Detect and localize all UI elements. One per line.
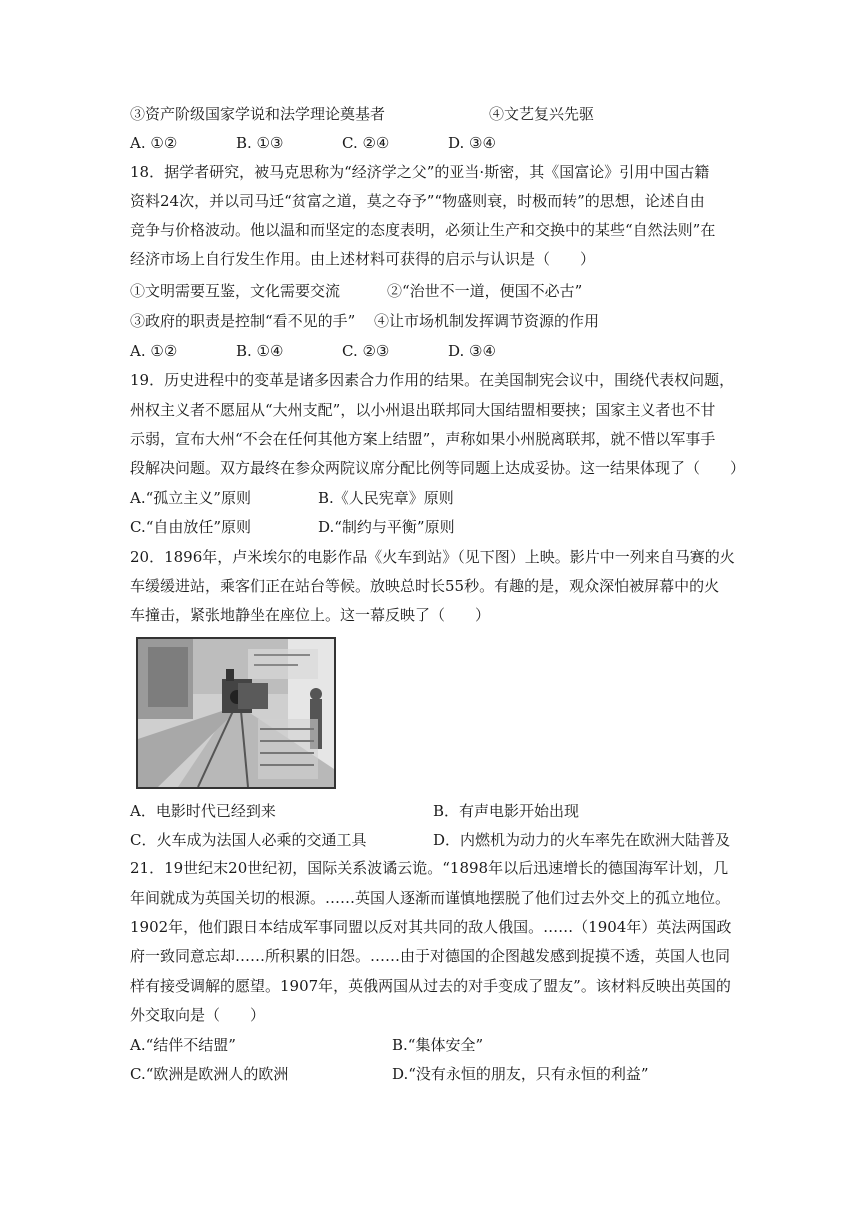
q21-option-c[interactable]: C.“欧洲是欧洲人的欧洲 bbox=[130, 1065, 289, 1083]
q17-item-3: ③资产阶级国家学说和法学理论奠基者 bbox=[130, 105, 386, 123]
q18-stem-line: 经济市场上自行发生作用。由上述材料可获得的启示与认识是（ ） bbox=[130, 250, 596, 268]
q21-stem-line: 样有接受调解的愿望。1907年，英俄两国从过去的对手变成了盟友”。该材料反映出英国的 bbox=[130, 977, 731, 995]
q20-option-a[interactable]: A．电影时代已经到来 bbox=[130, 802, 276, 820]
q19-stem-line: 19．历史进程中的变革是诸多因素合力作用的结果。在美国制宪会议中，围绕代表权问题， bbox=[130, 371, 735, 389]
q18-stem-line: 竞争与价格波动。他以温和而坚定的态度表明，必须让生产和交换中的某些“自然法则”在 bbox=[130, 221, 716, 239]
q20-option-d[interactable]: D．内燃机为动力的火车率先在欧洲大陆普及 bbox=[433, 831, 731, 849]
q20-stem-line: 20．1896年，卢米埃尔的电影作品《火车到站》（见下图）上映。影片中一列来自马赛的火 bbox=[130, 548, 735, 566]
q20-stem-line: 车撞击，紧张地静坐在座位上。这一幕反映了（ ） bbox=[130, 606, 491, 624]
q19-option-a[interactable]: A.“孤立主义”原则 bbox=[130, 489, 251, 507]
q18-option-b[interactable]: B. ①④ bbox=[236, 342, 284, 360]
q17-option-d[interactable]: D. ③④ bbox=[448, 134, 496, 152]
q21-option-a[interactable]: A.“结伴不结盟” bbox=[130, 1036, 236, 1054]
q21-option-d[interactable]: D.“没有永恒的朋友，只有永恒的利益” bbox=[392, 1065, 649, 1083]
q18-option-a[interactable]: A. ①② bbox=[130, 342, 178, 360]
q20-option-b[interactable]: B．有声电影开始出现 bbox=[433, 802, 580, 820]
q19-option-c[interactable]: C.“自由放任”原则 bbox=[130, 518, 252, 536]
q17-option-b[interactable]: B. ①③ bbox=[236, 134, 284, 152]
q21-stem-line: 1902年，他们跟日本结成军事同盟以反对其共同的敌人俄国。……（1904年）英法两国政 bbox=[130, 918, 732, 936]
q21-stem-line: 年间就成为英国关切的根源。……英国人逐渐而谨慎地摆脱了他们过去外交上的孤立地位。 bbox=[130, 889, 731, 907]
q19-stem-line: 示弱，宣布大州“不会在任何其他方案上结盟”，声称如果小州脱离联邦，就不惜以军事手 bbox=[130, 430, 716, 448]
q18-option-c[interactable]: C. ②③ bbox=[342, 342, 390, 360]
q17-item-4: ④文艺复兴先驱 bbox=[489, 105, 595, 123]
q18-item-4: ④让市场机制发挥调节资源的作用 bbox=[374, 312, 600, 330]
q21-stem-line: 外交取向是（ ） bbox=[130, 1006, 266, 1024]
q21-stem-line: 21．19世纪末20世纪初，国际关系波谲云诡。“1898年以后迅速增长的德国海军计划，几 bbox=[130, 859, 729, 877]
q19-stem-line: 州权主义者不愿屈从“大州支配”，以小州退出联邦同大国结盟相要挟；国家主义者也不甘 bbox=[130, 401, 716, 419]
q20-stem-line: 车缓缓进站，乘客们正在站台等候。放映总时长55秒。有趣的是，观众深怕被屏幕中的火 bbox=[130, 577, 720, 595]
q18-item-1: ①文明需要互鉴，文化需要交流 bbox=[130, 282, 341, 300]
q21-option-b[interactable]: B.“集体安全” bbox=[392, 1036, 484, 1054]
q18-stem-line: 资料24次，并以司马迁“贫富之道，莫之夺予”“物盛则衰，时极而转”的思想，论述自由 bbox=[130, 192, 705, 210]
q21-stem-line: 府一致同意忘却……所积累的旧怨。……由于对德国的企图越发感到捉摸不透，英国人也同 bbox=[130, 947, 731, 965]
train-arrival-photo bbox=[136, 637, 336, 789]
q19-option-b[interactable]: B.《人民宪章》原则 bbox=[318, 489, 454, 507]
q17-option-c[interactable]: C. ②④ bbox=[342, 134, 390, 152]
q20-option-c[interactable]: C．火车成为法国人必乘的交通工具 bbox=[130, 831, 367, 849]
q18-stem-line: 18．据学者研究，被马克思称为“经济学之父”的亚当·斯密，其《国富论》引用中国古籍 bbox=[130, 163, 710, 181]
q19-option-d[interactable]: D.“制约与平衡”原则 bbox=[318, 518, 455, 536]
q19-stem-line: 段解决问题。双方最终在参众两院议席分配比例等同题上达成妥协。这一结果体现了（ ） bbox=[130, 459, 746, 477]
q17-option-a[interactable]: A. ①② bbox=[130, 134, 178, 152]
q18-option-d[interactable]: D. ③④ bbox=[448, 342, 496, 360]
q18-item-2: ②“治世不一道，便国不必古” bbox=[387, 282, 583, 300]
q18-item-3: ③政府的职责是控制“看不见的手” bbox=[130, 312, 356, 330]
